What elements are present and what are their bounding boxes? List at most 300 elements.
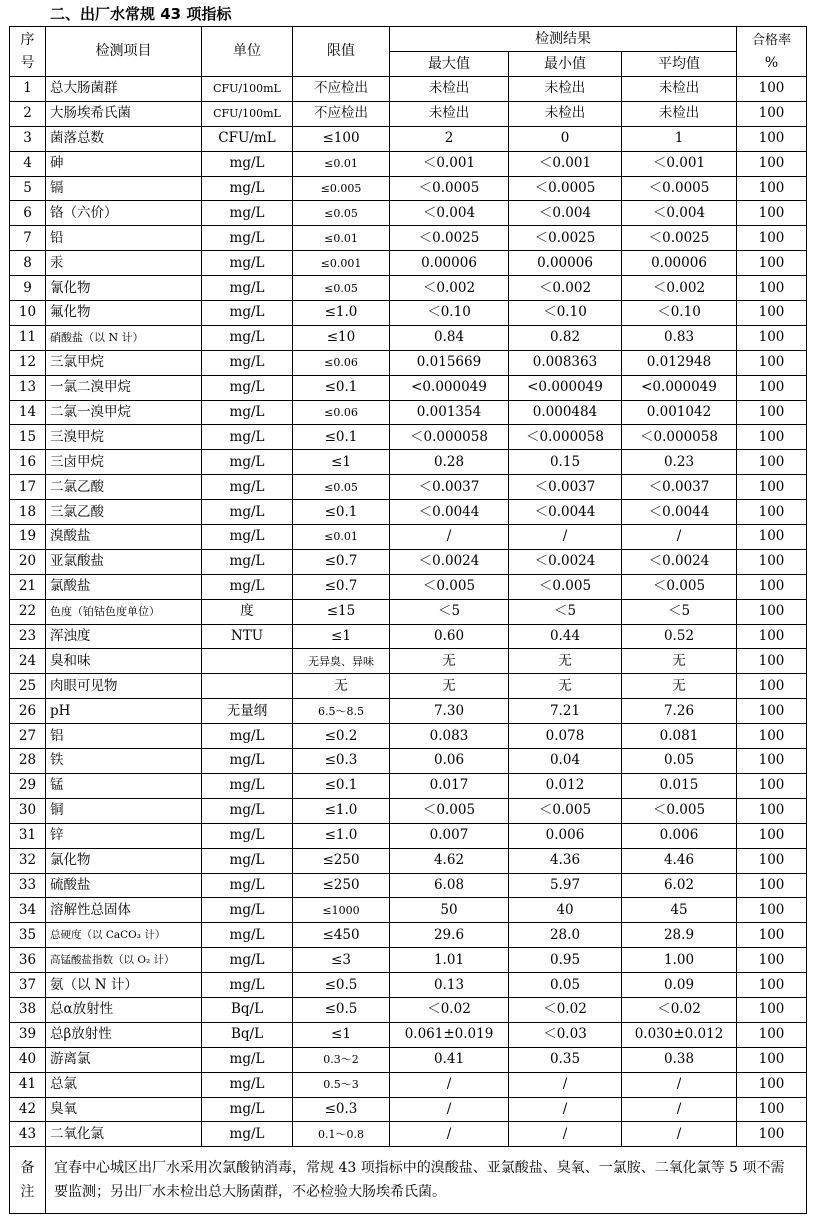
cell-no: 38 <box>10 997 46 1022</box>
header-rate <box>737 27 807 77</box>
cell-max: ＜0.0037 <box>390 475 509 500</box>
cell-max: 1.01 <box>390 948 509 973</box>
table-row <box>10 699 807 724</box>
cell-no: 39 <box>10 1022 46 1047</box>
cell-limit: ≤100 <box>293 126 390 151</box>
table-row <box>10 301 807 326</box>
cell-limit: ≤0.01 <box>293 151 390 176</box>
cell-max: / <box>390 1097 509 1122</box>
cell-rate: 100 <box>737 948 807 973</box>
cell-min: 40 <box>509 898 622 923</box>
cell-max: ＜0.005 <box>390 574 509 599</box>
cell-unit: mg/L <box>202 973 293 998</box>
page-title: 二、出厂水常规 43 项指标 <box>50 5 232 23</box>
cell-max: ＜5 <box>390 599 509 624</box>
cell-limit: 无异臭、异味 <box>293 649 390 674</box>
cell-item: 铜 <box>46 798 202 823</box>
cell-no: 34 <box>10 898 46 923</box>
cell-rate: 100 <box>737 848 807 873</box>
table-row <box>10 226 807 251</box>
cell-limit: ≤0.1 <box>293 773 390 798</box>
cell-unit: mg/L <box>202 450 293 475</box>
cell-rate: 100 <box>737 699 807 724</box>
cell-avg: ＜0.001 <box>622 151 737 176</box>
cell-max: 未检出 <box>390 77 509 102</box>
cell-no: 12 <box>10 350 46 375</box>
table-row <box>10 923 807 948</box>
cell-rate: 100 <box>737 475 807 500</box>
header-rate-bottom: % <box>764 54 779 71</box>
cell-no: 35 <box>10 923 46 948</box>
cell-min: 0.04 <box>509 749 622 774</box>
cell-limit: ≤0.01 <box>293 226 390 251</box>
cell-rate: 100 <box>737 549 807 574</box>
cell-unit: CFU/100mL <box>202 77 293 102</box>
cell-limit: ≤10 <box>293 325 390 350</box>
cell-item: 三卤甲烷 <box>46 450 202 475</box>
header-min: 最小值 <box>509 52 622 77</box>
cell-rate: 100 <box>737 574 807 599</box>
cell-avg: 0.012948 <box>622 350 737 375</box>
cell-avg: ＜0.0005 <box>622 176 737 201</box>
cell-min: 0.012 <box>509 773 622 798</box>
cell-max: 50 <box>390 898 509 923</box>
cell-no: 5 <box>10 176 46 201</box>
cell-rate: 100 <box>737 301 807 326</box>
cell-limit: ≤0.01 <box>293 525 390 550</box>
table-row <box>10 749 807 774</box>
cell-item: 大肠埃希氏菌 <box>46 101 202 126</box>
cell-min: ＜0.004 <box>509 201 622 226</box>
cell-rate: 100 <box>737 873 807 898</box>
table-row <box>10 823 807 848</box>
cell-unit: mg/L <box>202 724 293 749</box>
cell-avg: 0.030±0.012 <box>622 1022 737 1047</box>
cell-rate: 100 <box>737 226 807 251</box>
cell-item: 二氯乙酸 <box>46 475 202 500</box>
cell-limit: 0.3～2 <box>293 1047 390 1072</box>
cell-item: 总氯 <box>46 1072 202 1097</box>
cell-avg: <0.000049 <box>622 375 737 400</box>
cell-no: 6 <box>10 201 46 226</box>
cell-no: 10 <box>10 301 46 326</box>
cell-limit: 不应检出 <box>293 101 390 126</box>
cell-no: 9 <box>10 276 46 301</box>
cell-rate: 100 <box>737 325 807 350</box>
header-seq-top: 序 <box>20 31 35 48</box>
table-row <box>10 325 807 350</box>
cell-unit: CFU/100mL <box>202 101 293 126</box>
cell-limit: ≤0.3 <box>293 1097 390 1122</box>
cell-unit: mg/L <box>202 773 293 798</box>
cell-rate: 100 <box>737 773 807 798</box>
cell-item: 总硬度（以 CaCO₃ 计） <box>46 923 202 948</box>
cell-avg: 0.09 <box>622 973 737 998</box>
cell-avg: 未检出 <box>622 101 737 126</box>
cell-no: 11 <box>10 325 46 350</box>
cell-min: ＜0.10 <box>509 301 622 326</box>
table-row <box>10 201 807 226</box>
cell-rate: 100 <box>737 823 807 848</box>
header-row-1 <box>10 27 807 52</box>
cell-no: 15 <box>10 425 46 450</box>
cell-rate: 100 <box>737 151 807 176</box>
header-seq-bottom: 号 <box>20 54 35 71</box>
cell-limit: ≤0.1 <box>293 500 390 525</box>
cell-avg: 6.02 <box>622 873 737 898</box>
cell-limit: ≤0.05 <box>293 475 390 500</box>
table-row <box>10 624 807 649</box>
cell-max: ＜0.02 <box>390 997 509 1022</box>
cell-avg: ＜0.000058 <box>622 425 737 450</box>
cell-max: ＜0.10 <box>390 301 509 326</box>
cell-avg: 0.83 <box>622 325 737 350</box>
cell-limit: ≤3 <box>293 948 390 973</box>
cell-rate: 100 <box>737 1122 807 1147</box>
cell-min: 0.15 <box>509 450 622 475</box>
table-row <box>10 549 807 574</box>
cell-unit: mg/L <box>202 350 293 375</box>
cell-unit: 度 <box>202 599 293 624</box>
cell-max: 0.017 <box>390 773 509 798</box>
cell-avg: 0.23 <box>622 450 737 475</box>
table-row <box>10 475 807 500</box>
table-row <box>10 101 807 126</box>
cell-item: 三氯乙酸 <box>46 500 202 525</box>
cell-no: 23 <box>10 624 46 649</box>
cell-no: 24 <box>10 649 46 674</box>
cell-max: ＜0.0024 <box>390 549 509 574</box>
cell-limit: ≤1 <box>293 624 390 649</box>
cell-max: ＜0.0025 <box>390 226 509 251</box>
cell-rate: 100 <box>737 798 807 823</box>
cell-limit: ≤1.0 <box>293 301 390 326</box>
table-row <box>10 724 807 749</box>
cell-min: 28.0 <box>509 923 622 948</box>
table-row <box>10 674 807 699</box>
cell-max: 0.083 <box>390 724 509 749</box>
cell-item: 亚氯酸盐 <box>46 549 202 574</box>
cell-max: 0.00006 <box>390 251 509 276</box>
cell-no: 14 <box>10 400 46 425</box>
cell-unit: mg/L <box>202 574 293 599</box>
cell-avg: 0.081 <box>622 724 737 749</box>
cell-max: ＜0.005 <box>390 798 509 823</box>
cell-min: 4.36 <box>509 848 622 873</box>
cell-limit: ≤15 <box>293 599 390 624</box>
cell-unit: mg/L <box>202 276 293 301</box>
header-result: 检测结果 <box>390 27 737 52</box>
cell-unit: mg/L <box>202 923 293 948</box>
cell-unit: mg/L <box>202 475 293 500</box>
cell-avg: 7.26 <box>622 699 737 724</box>
cell-avg: ＜0.002 <box>622 276 737 301</box>
cell-min: 0.006 <box>509 823 622 848</box>
cell-max: <0.000049 <box>390 375 509 400</box>
table-row <box>10 649 807 674</box>
cell-min: 0.000484 <box>509 400 622 425</box>
cell-no: 42 <box>10 1097 46 1122</box>
cell-min: / <box>509 525 622 550</box>
cell-no: 43 <box>10 1122 46 1147</box>
cell-no: 40 <box>10 1047 46 1072</box>
cell-avg: ＜0.0044 <box>622 500 737 525</box>
cell-min: 0.44 <box>509 624 622 649</box>
cell-no: 4 <box>10 151 46 176</box>
cell-limit: 0.1～0.8 <box>293 1122 390 1147</box>
cell-no: 22 <box>10 599 46 624</box>
table-row <box>10 525 807 550</box>
cell-min: 0.82 <box>509 325 622 350</box>
cell-no: 7 <box>10 226 46 251</box>
cell-min: ＜0.0024 <box>509 549 622 574</box>
cell-item: 铅 <box>46 226 202 251</box>
cell-rate: 100 <box>737 674 807 699</box>
cell-avg: ＜0.0024 <box>622 549 737 574</box>
cell-limit: ≤1000 <box>293 898 390 923</box>
cell-min: ＜0.03 <box>509 1022 622 1047</box>
cell-max: / <box>390 1122 509 1147</box>
table-row <box>10 1047 807 1072</box>
cell-no: 16 <box>10 450 46 475</box>
table-row <box>10 948 807 973</box>
cell-avg: 0.38 <box>622 1047 737 1072</box>
cell-avg: 1 <box>622 126 737 151</box>
table-row <box>10 1097 807 1122</box>
table-row <box>10 1022 807 1047</box>
cell-item: 高锰酸盐指数（以 O₂ 计） <box>46 948 202 973</box>
cell-limit: 0.5～3 <box>293 1072 390 1097</box>
cell-avg: 45 <box>622 898 737 923</box>
table-row <box>10 350 807 375</box>
cell-rate: 100 <box>737 624 807 649</box>
cell-no: 2 <box>10 101 46 126</box>
cell-avg: / <box>622 1122 737 1147</box>
cell-item: 三氯甲烷 <box>46 350 202 375</box>
table-row <box>10 151 807 176</box>
cell-avg: 0.52 <box>622 624 737 649</box>
cell-limit: 无 <box>293 674 390 699</box>
cell-unit: mg/L <box>202 898 293 923</box>
cell-max: ＜0.001 <box>390 151 509 176</box>
cell-no: 20 <box>10 549 46 574</box>
cell-limit: ≤1 <box>293 1022 390 1047</box>
cell-limit: ≤450 <box>293 923 390 948</box>
cell-avg: 28.9 <box>622 923 737 948</box>
cell-no: 36 <box>10 948 46 973</box>
cell-max: 无 <box>390 649 509 674</box>
cell-unit: mg/L <box>202 325 293 350</box>
cell-min: ＜0.005 <box>509 798 622 823</box>
cell-item: 汞 <box>46 251 202 276</box>
cell-no: 31 <box>10 823 46 848</box>
cell-limit: ≤0.3 <box>293 749 390 774</box>
cell-max: 未检出 <box>390 101 509 126</box>
cell-max: 无 <box>390 674 509 699</box>
cell-no: 21 <box>10 574 46 599</box>
cell-unit: mg/L <box>202 749 293 774</box>
table-row <box>10 77 807 102</box>
cell-unit: mg/L <box>202 1047 293 1072</box>
table-row <box>10 126 807 151</box>
cell-avg: 未检出 <box>622 77 737 102</box>
note-label-top: 备 <box>20 1160 35 1177</box>
cell-max: 0.007 <box>390 823 509 848</box>
cell-rate: 100 <box>737 1097 807 1122</box>
cell-unit <box>202 649 293 674</box>
cell-item: 铝 <box>46 724 202 749</box>
cell-limit: ≤1.0 <box>293 798 390 823</box>
cell-max: 7.30 <box>390 699 509 724</box>
header-avg: 平均值 <box>622 52 737 77</box>
cell-min: 0.95 <box>509 948 622 973</box>
cell-item: 臭氧 <box>46 1097 202 1122</box>
cell-item: 氯化物 <box>46 848 202 873</box>
cell-item: 砷 <box>46 151 202 176</box>
cell-no: 28 <box>10 749 46 774</box>
cell-avg: ＜0.0037 <box>622 475 737 500</box>
cell-item: 色度（铂钴色度单位） <box>46 599 202 624</box>
table-row <box>10 1072 807 1097</box>
header-rate-top: 合格率 <box>751 32 791 48</box>
table-row <box>10 599 807 624</box>
cell-unit: Bq/L <box>202 997 293 1022</box>
cell-max: 0.001354 <box>390 400 509 425</box>
cell-item: 菌落总数 <box>46 126 202 151</box>
table-row <box>10 500 807 525</box>
cell-unit: mg/L <box>202 251 293 276</box>
cell-rate: 100 <box>737 1022 807 1047</box>
cell-limit: ≤250 <box>293 848 390 873</box>
cell-min: 未检出 <box>509 77 622 102</box>
note-row <box>10 1147 807 1214</box>
cell-no: 29 <box>10 773 46 798</box>
cell-item: 氨（以 N 计） <box>46 973 202 998</box>
cell-unit: 无量纲 <box>202 699 293 724</box>
cell-item: 硫酸盐 <box>46 873 202 898</box>
cell-unit: mg/L <box>202 1097 293 1122</box>
table-row <box>10 873 807 898</box>
cell-unit: mg/L <box>202 425 293 450</box>
table-row <box>10 898 807 923</box>
cell-min: ＜0.001 <box>509 151 622 176</box>
cell-item: 三溴甲烷 <box>46 425 202 450</box>
cell-no: 25 <box>10 674 46 699</box>
cell-avg: / <box>622 1097 737 1122</box>
cell-rate: 100 <box>737 251 807 276</box>
cell-item: 溶解性总固体 <box>46 898 202 923</box>
cell-max: ＜0.000058 <box>390 425 509 450</box>
cell-unit: mg/L <box>202 151 293 176</box>
cell-rate: 100 <box>737 997 807 1022</box>
cell-rate: 100 <box>737 649 807 674</box>
cell-avg: 无 <box>622 674 737 699</box>
header-max: 最大值 <box>390 52 509 77</box>
cell-min: ＜0.0025 <box>509 226 622 251</box>
cell-no: 32 <box>10 848 46 873</box>
cell-limit: ≤0.1 <box>293 425 390 450</box>
table-row <box>10 450 807 475</box>
cell-unit: mg/L <box>202 848 293 873</box>
cell-unit: NTU <box>202 624 293 649</box>
cell-max: 29.6 <box>390 923 509 948</box>
cell-limit: ≤0.05 <box>293 276 390 301</box>
cell-unit: Bq/L <box>202 1022 293 1047</box>
cell-limit: ≤0.06 <box>293 350 390 375</box>
cell-no: 18 <box>10 500 46 525</box>
cell-no: 19 <box>10 525 46 550</box>
cell-avg: 1.00 <box>622 948 737 973</box>
cell-no: 26 <box>10 699 46 724</box>
cell-rate: 100 <box>737 898 807 923</box>
table-row <box>10 251 807 276</box>
cell-max: 2 <box>390 126 509 151</box>
cell-avg: 0.00006 <box>622 251 737 276</box>
note-label-bottom: 注 <box>20 1184 35 1201</box>
table-row <box>10 773 807 798</box>
cell-min: ＜0.0005 <box>509 176 622 201</box>
cell-limit: ≤0.7 <box>293 549 390 574</box>
cell-item: 锰 <box>46 773 202 798</box>
cell-rate: 100 <box>737 450 807 475</box>
cell-min: <0.000049 <box>509 375 622 400</box>
cell-item: 臭和味 <box>46 649 202 674</box>
table-row <box>10 400 807 425</box>
cell-item: 硝酸盐（以 N 计） <box>46 325 202 350</box>
cell-avg: 0.015 <box>622 773 737 798</box>
cell-avg: ＜0.0025 <box>622 226 737 251</box>
cell-rate: 100 <box>737 599 807 624</box>
cell-min: / <box>509 1122 622 1147</box>
cell-item: 镉 <box>46 176 202 201</box>
cell-item: 二氯一溴甲烷 <box>46 400 202 425</box>
cell-no: 8 <box>10 251 46 276</box>
cell-avg: ＜0.005 <box>622 798 737 823</box>
cell-no: 1 <box>10 77 46 102</box>
table-row <box>10 176 807 201</box>
cell-min: ＜0.0037 <box>509 475 622 500</box>
cell-item: 游离氯 <box>46 1047 202 1072</box>
note-label <box>10 1147 46 1214</box>
cell-min: 0 <box>509 126 622 151</box>
cell-item: 浑浊度 <box>46 624 202 649</box>
cell-limit: ≤0.005 <box>293 176 390 201</box>
cell-unit: mg/L <box>202 201 293 226</box>
cell-rate: 100 <box>737 1072 807 1097</box>
cell-avg: ＜0.10 <box>622 301 737 326</box>
table-row <box>10 798 807 823</box>
cell-rate: 100 <box>737 126 807 151</box>
cell-limit: ≤250 <box>293 873 390 898</box>
cell-max: 0.60 <box>390 624 509 649</box>
cell-item: 氯酸盐 <box>46 574 202 599</box>
cell-min: 7.21 <box>509 699 622 724</box>
cell-unit: mg/L <box>202 400 293 425</box>
cell-unit: mg/L <box>202 375 293 400</box>
cell-rate: 100 <box>737 500 807 525</box>
cell-min: 5.97 <box>509 873 622 898</box>
cell-avg: / <box>622 1072 737 1097</box>
cell-min: 0.078 <box>509 724 622 749</box>
cell-rate: 100 <box>737 201 807 226</box>
cell-max: ＜0.002 <box>390 276 509 301</box>
cell-max: 0.84 <box>390 325 509 350</box>
cell-avg: ＜0.005 <box>622 574 737 599</box>
cell-max: 0.41 <box>390 1047 509 1072</box>
cell-max: 0.13 <box>390 973 509 998</box>
cell-rate: 100 <box>737 375 807 400</box>
header-seq <box>10 27 46 77</box>
